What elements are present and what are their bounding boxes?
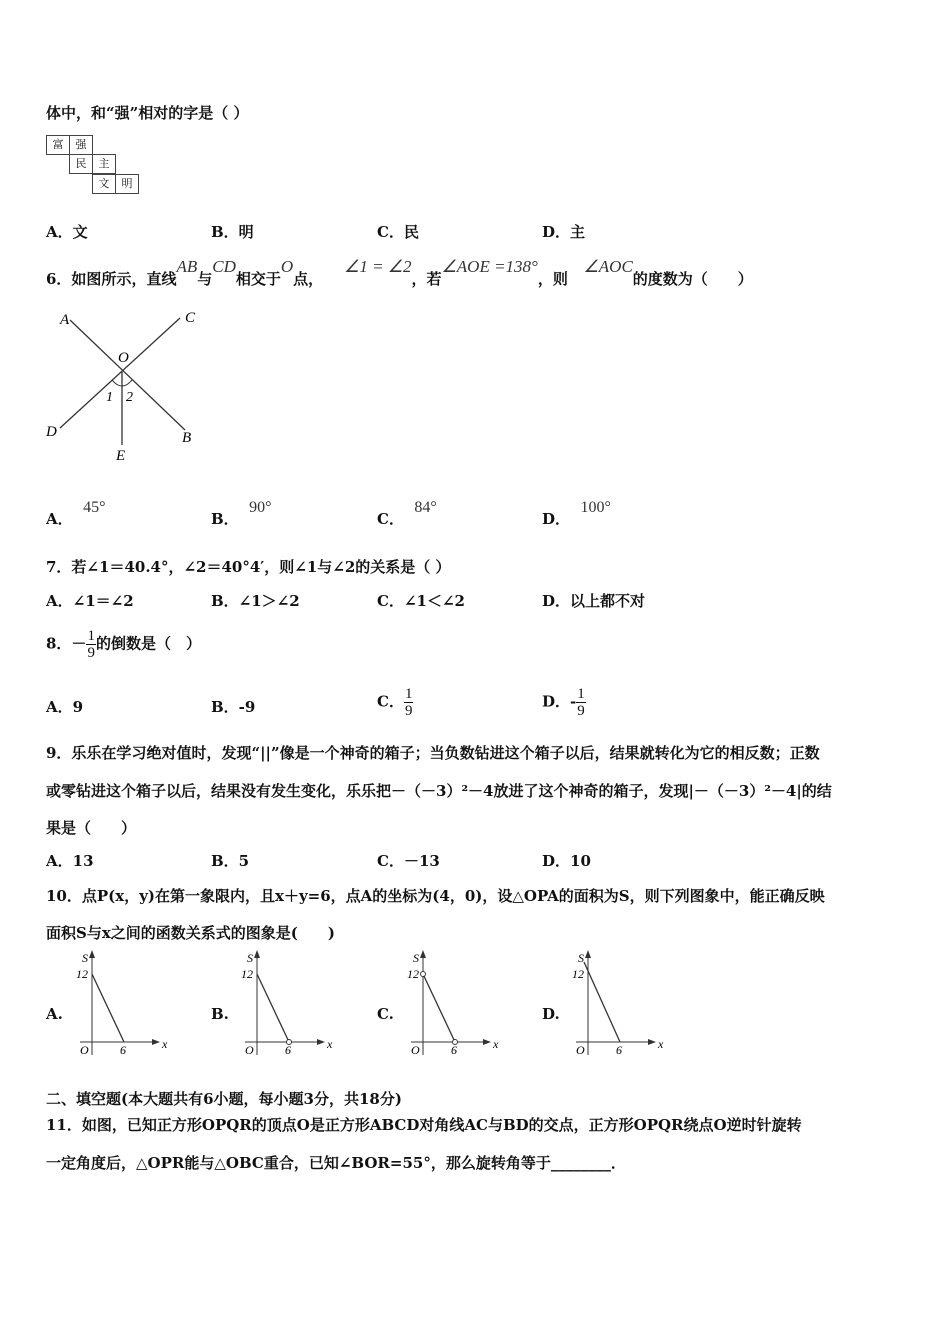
function-graph — [237, 950, 337, 1060]
cube-face: 富 — [46, 135, 70, 155]
q10-option-a — [46, 950, 176, 1060]
q6-option-d — [542, 499, 611, 529]
axis-label-x: x — [162, 1037, 168, 1051]
intersecting-lines-figure — [40, 300, 210, 470]
q8-option-d: D．- $\frac{1}{9}$ — [542, 686, 585, 719]
q6-option-a — [46, 499, 106, 529]
q10-line-2: 面积S与x之间的函数关系式的图象是( ) — [46, 924, 335, 942]
q5-stem: 体中，和“强”相对的字是（ ） — [46, 104, 249, 122]
fraction: $\frac{1}{9}$ — [404, 686, 413, 719]
option-letter: D. — [542, 1005, 560, 1023]
q8-option-a: A．9 — [46, 698, 84, 716]
origin-label: O — [245, 1043, 254, 1057]
option-letter: C. — [377, 1005, 394, 1023]
label-b: B — [182, 430, 192, 446]
label-o: O — [118, 350, 129, 366]
q6-stem — [46, 257, 753, 289]
q9-option-a: A．13 — [46, 852, 94, 870]
option-value: 100° — [580, 499, 611, 516]
fraction: $\frac{1}{9}$ — [87, 628, 95, 661]
q5-option-b: B．明 — [211, 223, 254, 241]
section-heading: 二、填空题(本大题共有6小题，每小题3分，共18分) — [46, 1090, 402, 1108]
q5-option-d: D．主 — [542, 223, 586, 241]
tick-12: 12 — [572, 967, 584, 981]
origin-label: O — [80, 1043, 89, 1057]
math-aoe: ∠AOE =138° — [441, 257, 538, 276]
cube-face: 文 — [92, 174, 116, 194]
axis-label-s: S — [82, 951, 88, 965]
q7-option-a: A．∠1＝∠2 — [46, 592, 134, 610]
cube-face: 主 — [92, 154, 116, 174]
math-cd: CD — [212, 257, 236, 276]
q9-option-d: D．10 — [542, 852, 591, 870]
axis-label-x: x — [658, 1037, 664, 1051]
q9-option-c: C．－13 — [377, 852, 440, 870]
axis-label-s: S — [578, 951, 584, 965]
option-value: 45° — [83, 499, 106, 516]
fraction: $\frac{1}{9}$ — [577, 686, 585, 719]
q6-text: 点， — [293, 270, 324, 288]
option-letter: D． — [542, 510, 571, 528]
q10-line-1: 10．点P(x，y)在第一象限内，且x＋y=6，点A的坐标为(4，0)，设△OPA的面积为S，则下列图象中，能正确反映 — [46, 887, 825, 905]
q6-text: 6．如图所示，直线 — [46, 270, 177, 288]
q5-option-a: A．文 — [46, 223, 88, 241]
cube-face: 民 — [69, 154, 93, 174]
option-value: 84° — [414, 499, 437, 516]
option-letter: A. — [46, 1005, 63, 1023]
q9-line-3: 果是（ ） — [46, 819, 137, 837]
cube-face: 强 — [69, 135, 93, 155]
origin-label: O — [576, 1043, 585, 1057]
option-letter: B. — [211, 1005, 229, 1023]
axis-label-x: x — [327, 1037, 333, 1051]
q10-option-c — [377, 950, 507, 1060]
label-d: D — [46, 424, 57, 440]
q6-text: ，则 — [537, 270, 568, 288]
label-a: A — [60, 312, 70, 328]
label-e: E — [116, 448, 126, 464]
q5-option-c: C．民 — [377, 223, 419, 241]
tick-6: 6 — [616, 1043, 622, 1057]
q10-option-b — [211, 950, 341, 1060]
option-letter: A． — [46, 510, 73, 528]
q7-stem: 7．若∠1＝40.4°，∠2＝40°4′，则∠1与∠2的关系是（ ） — [46, 558, 451, 576]
q7-option-d: D．以上都不对 — [542, 592, 646, 610]
q8-text: 8．－ — [46, 634, 87, 653]
math-angle-eq: ∠1 = ∠2 — [344, 257, 412, 276]
option-value: 90° — [249, 499, 272, 516]
origin-label: O — [411, 1043, 420, 1057]
tick-6: 6 — [285, 1043, 291, 1057]
q11-line-2: 一定角度后，△OPR能与△OBC重合，已知∠BOR=55°，那么旋转角等于________． — [46, 1154, 626, 1172]
math-ab: AB — [176, 257, 198, 276]
q9-line-2: 或零钻进这个箱子以后，结果没有发生变化，乐乐把－（－3）²－4放进了这个神奇的箱子，发现|－（－3）²－4|的结 — [46, 782, 832, 800]
q6-option-c — [377, 499, 437, 529]
q9-option-b: B．5 — [211, 852, 250, 870]
q7-option-b: B．∠1＞∠2 — [211, 592, 300, 610]
math-aoc: ∠AOC — [583, 257, 633, 276]
label-1: 1 — [106, 390, 113, 405]
function-graph — [403, 950, 503, 1060]
q6-text: 与 — [197, 270, 213, 288]
cube-face: 明 — [115, 174, 139, 194]
q7-option-c: C．∠1＜∠2 — [377, 592, 465, 610]
tick-6: 6 — [451, 1043, 457, 1057]
option-letter: B． — [211, 510, 239, 528]
option-letter: C． — [377, 510, 404, 528]
q8-option-b: B．-9 — [211, 698, 256, 716]
function-graph — [72, 950, 172, 1060]
q11-line-1: 11．如图，已知正方形OPQR的顶点O是正方形ABCD对角线AC与BD的交点，正方形OPQR绕点O逆时针旋转 — [46, 1116, 802, 1134]
q10-option-d — [542, 950, 672, 1060]
tick-6: 6 — [120, 1043, 126, 1057]
q9-line-1: 9．乐乐在学习绝对值时，发现“||”像是一个神奇的箱子；当负数钻进这个箱子以后，结果就转化为它的相反数；正数 — [46, 744, 820, 762]
q8-text: 的倒数是（ ） — [95, 634, 201, 653]
axis-label-s: S — [247, 951, 253, 965]
axis-label-x: x — [493, 1037, 499, 1051]
q6-text: ，若 — [411, 270, 442, 288]
q8-stem — [46, 628, 201, 661]
tick-12: 12 — [76, 967, 88, 981]
label-2: 2 — [126, 390, 133, 405]
math-o: O — [280, 257, 294, 276]
q6-option-b — [211, 499, 272, 529]
axis-label-s: S — [413, 951, 419, 965]
tick-12: 12 — [241, 967, 253, 981]
q8-option-c: C． $\frac{1}{9}$ — [377, 686, 413, 719]
tick-12: 12 — [407, 967, 419, 981]
function-graph — [568, 950, 668, 1060]
label-c: C — [185, 310, 196, 326]
q6-text: 的度数为（ ） — [632, 270, 753, 288]
q6-text: 相交于 — [235, 270, 281, 288]
